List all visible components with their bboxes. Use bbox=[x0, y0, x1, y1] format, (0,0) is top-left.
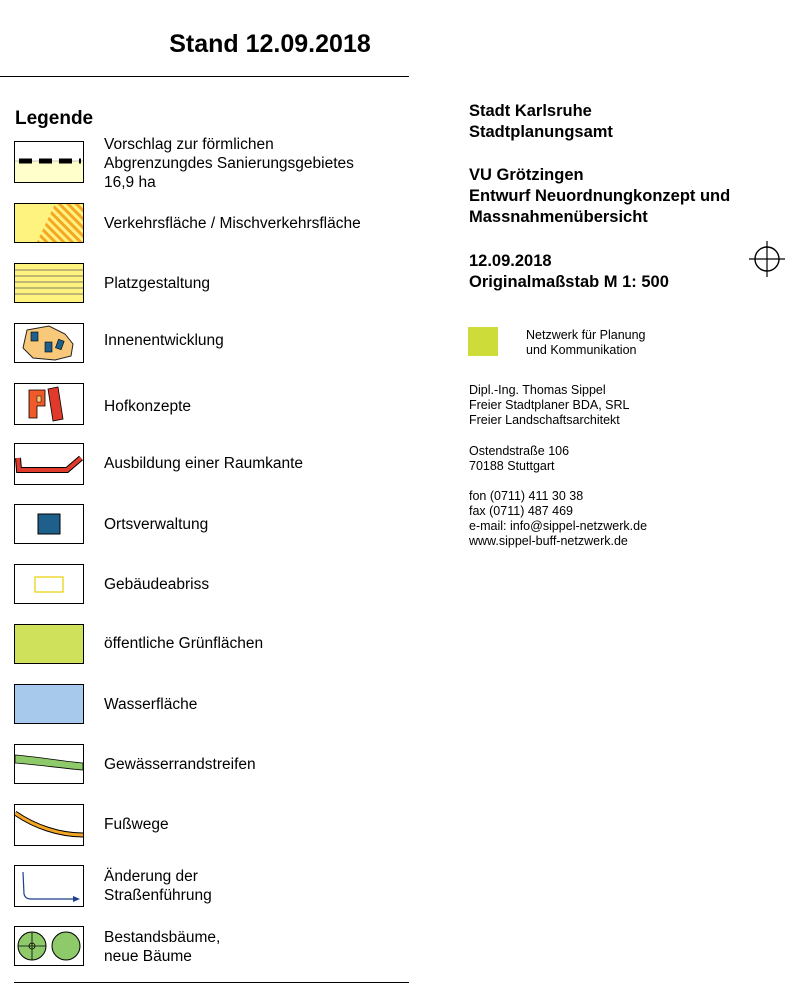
client-block: Stadt Karlsruhe Stadtplanungsamt bbox=[469, 102, 613, 141]
legend-label-gewaesserrandstreifen: Gewässerrandstreifen bbox=[104, 756, 256, 773]
swatch-fusswege bbox=[14, 804, 84, 846]
company-address: Ostendstraße 106 70188 Stuttgart bbox=[469, 444, 570, 473]
company-name: Netzwerk für Planung und Kommunikation bbox=[526, 328, 646, 357]
company-logo-square bbox=[468, 327, 498, 356]
company-person: Dipl.-Ing. Thomas Sippel Freier Stadtplaner BDA, SRL Freier Landschaftsarchitekt bbox=[469, 383, 630, 427]
legend-label-sanierungsgebiet: Vorschlag zur förmlichen Abgrenzungdes Sanierungsgebietes 16,9 ha bbox=[104, 136, 354, 191]
crosshair-icon bbox=[748, 240, 786, 278]
swatch-gruenflaechen bbox=[14, 624, 84, 664]
swatch-gebaeudeabriss bbox=[14, 564, 84, 604]
swatch-platzgestaltung bbox=[14, 263, 84, 303]
legend-label-innenentwicklung: Innenentwicklung bbox=[104, 332, 224, 349]
stand-title: Stand 12.09.2018 bbox=[169, 30, 371, 58]
swatch-ortsverwaltung bbox=[14, 504, 84, 544]
project-meta-block: 12.09.2018 Originalmaßstab M 1: 500 bbox=[469, 252, 669, 291]
company-website[interactable]: www.sippel-buff-netzwerk.de bbox=[469, 534, 628, 548]
legend-label-hofkonzepte: Hofkonzepte bbox=[104, 398, 192, 415]
company-email[interactable]: e-mail: info@sippel-netzwerk.de bbox=[469, 519, 648, 533]
swatch-wasserflaeche bbox=[14, 684, 84, 724]
legend-label-wasserflaeche: Wasserfläche bbox=[104, 696, 198, 713]
company-phone: fon (0711) 411 30 38 bbox=[469, 489, 584, 503]
footer-divider bbox=[14, 982, 409, 983]
company-fax: fax (0711) 487 469 bbox=[469, 504, 574, 518]
legend-label-baeume: Bestandsbäume, neue Bäume bbox=[104, 929, 221, 965]
swatch-gewaesserrandstreifen bbox=[14, 744, 84, 784]
swatch-baeume bbox=[14, 926, 84, 966]
swatch-hofkonzepte bbox=[14, 383, 84, 425]
swatch-strassenfuehrung bbox=[14, 865, 84, 907]
header-divider bbox=[0, 76, 409, 77]
company-contact bbox=[469, 489, 647, 549]
swatch-innenentwicklung bbox=[14, 323, 84, 363]
legend-label-strassenfuehrung: Änderung der Straßenführung bbox=[104, 868, 212, 904]
legend-label-verkehrsflaeche: Verkehrsfläche / Mischverkehrsfläche bbox=[104, 215, 361, 232]
swatch-raumkante bbox=[14, 443, 84, 485]
legend-title: Legende bbox=[15, 108, 94, 129]
project-title-block: VU Grötzingen Entwurf Neuordnungkonzept und Massnahmenübersicht bbox=[469, 166, 731, 226]
swatch-verkehrsflaeche bbox=[14, 203, 84, 243]
swatch-sanierungsgebiet bbox=[14, 141, 84, 183]
legend-label-raumkante: Ausbildung einer Raumkante bbox=[104, 455, 304, 472]
legend-label-ortsverwaltung: Ortsverwaltung bbox=[104, 516, 209, 533]
legend-label-fusswege: Fußwege bbox=[104, 816, 169, 833]
legend-label-gruenflaechen: öffentliche Grünflächen bbox=[104, 635, 264, 652]
legend-label-platzgestaltung: Platzgestaltung bbox=[104, 275, 210, 292]
legend-label-gebaeudeabriss: Gebäudeabriss bbox=[104, 576, 210, 593]
